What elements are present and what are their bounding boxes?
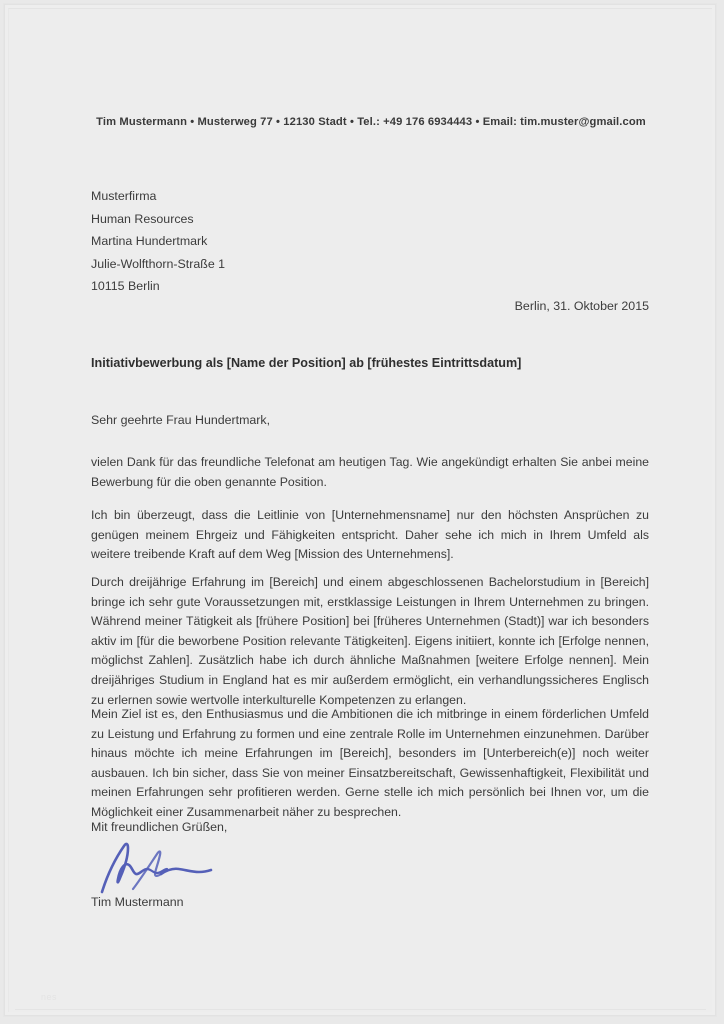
signature-icon (93, 835, 273, 897)
document-page (4, 4, 716, 1016)
letter-paragraph: Durch dreijährige Erfahrung im [Bereich] und einem abgeschlossenen Bachelorstudium in [Bereich] bringe ich sehr gute Voraussetzungen mit, erstklassige Leistungen in Ihrem Unternehmen zu bringen. Während meiner Tätigkeit als [frühere Position] bei [früheres Unternehmen (Stadt)] war ich besonders aktiv im [für die beworbene Position relevante Tätigkeiten]. Eigens initiiert, konnte ich [Erfolge nennen, möglichst Zahlen]. Zusätzlich habe ich durch ähnliche Maßnahmen [weitere Erfolge nennen]. Mein dreijähriges Studium in England hat es mir außerdem ermöglicht, ein verhandlungssicheres Englisch zu erlernen sowie wertvolle interkulturelle Kompetenzen zu erlangen. (91, 575, 649, 707)
letter-salutation: Sehr geehrte Frau Hundertmark, (91, 413, 271, 427)
recipient-person: Martina Hundertmark (91, 234, 208, 249)
letter-paragraph: Ich bin überzeugt, dass die Leitlinie von [Unternehmensname] nur den höchsten Ansprüchen zu genügen meinem Ehrgeiz und Fähigkeiten entspricht. Daher sehe ich mich in Ihrem Umfeld als weitere treibende Kraft auf dem Weg [Mission des Unternehmens]. (91, 508, 649, 562)
letter-paragraph: Mein Ziel ist es, den Enthusiasmus und die Ambitionen die ich mitbringe in einem förderlichen Umfeld zu Leistung und Erfahrung zu formen und eine zentrale Rolle im Unternehmen einzunehmen. Darüber hinaus möchte ich meine Erfahrungen im [Bereich], besonders im [Unterbereich(e)] noch weiter ausbauen. Ich bin sicher, dass Sie von meiner Einsatzbereitschaft, Gewissenhaftigkeit, Flexibilität und meinen Erfahrungen sehr profitieren werden. Gerne stelle ich mich persönlich bei Ihnen vor, um die Möglichkeit einer Zusammenarbeit näher zu besprechen. (91, 707, 649, 819)
letter-date: Berlin, 31. Oktober 2015 (514, 299, 649, 313)
recipient-company: Musterfirma (91, 189, 157, 203)
letter-closing: Mit freundlichen Grüßen, (91, 820, 228, 834)
sender-contact-line: Tim Mustermann • Musterweg 77 • 12130 Stadt • Tel.: +49 176 6934443 • Email: tim.muster@gmail.com (96, 116, 646, 128)
page-corner-watermark: nes (41, 992, 58, 1002)
signer-name: Tim Mustermann (91, 895, 184, 909)
recipient-department: Human Resources (91, 211, 194, 226)
signature-image (93, 835, 273, 897)
letter-subject: Initiativbewerbung als [Name der Position] ab [frühestes Eintrittsdatum] (91, 356, 522, 370)
recipient-street: Julie-Wolfthorn-Straße 1 (91, 256, 226, 271)
page-inner-surface (8, 8, 712, 1012)
recipient-address-block (91, 185, 225, 298)
page-bottom-rule (15, 1009, 706, 1010)
letter-paragraph: vielen Dank für das freundliche Telefonat am heutigen Tag. Wie angekündigt erhalten Sie anbei meine Bewerbung für die oben genannte Position. (91, 455, 649, 489)
recipient-city: 10115 Berlin (91, 279, 160, 294)
